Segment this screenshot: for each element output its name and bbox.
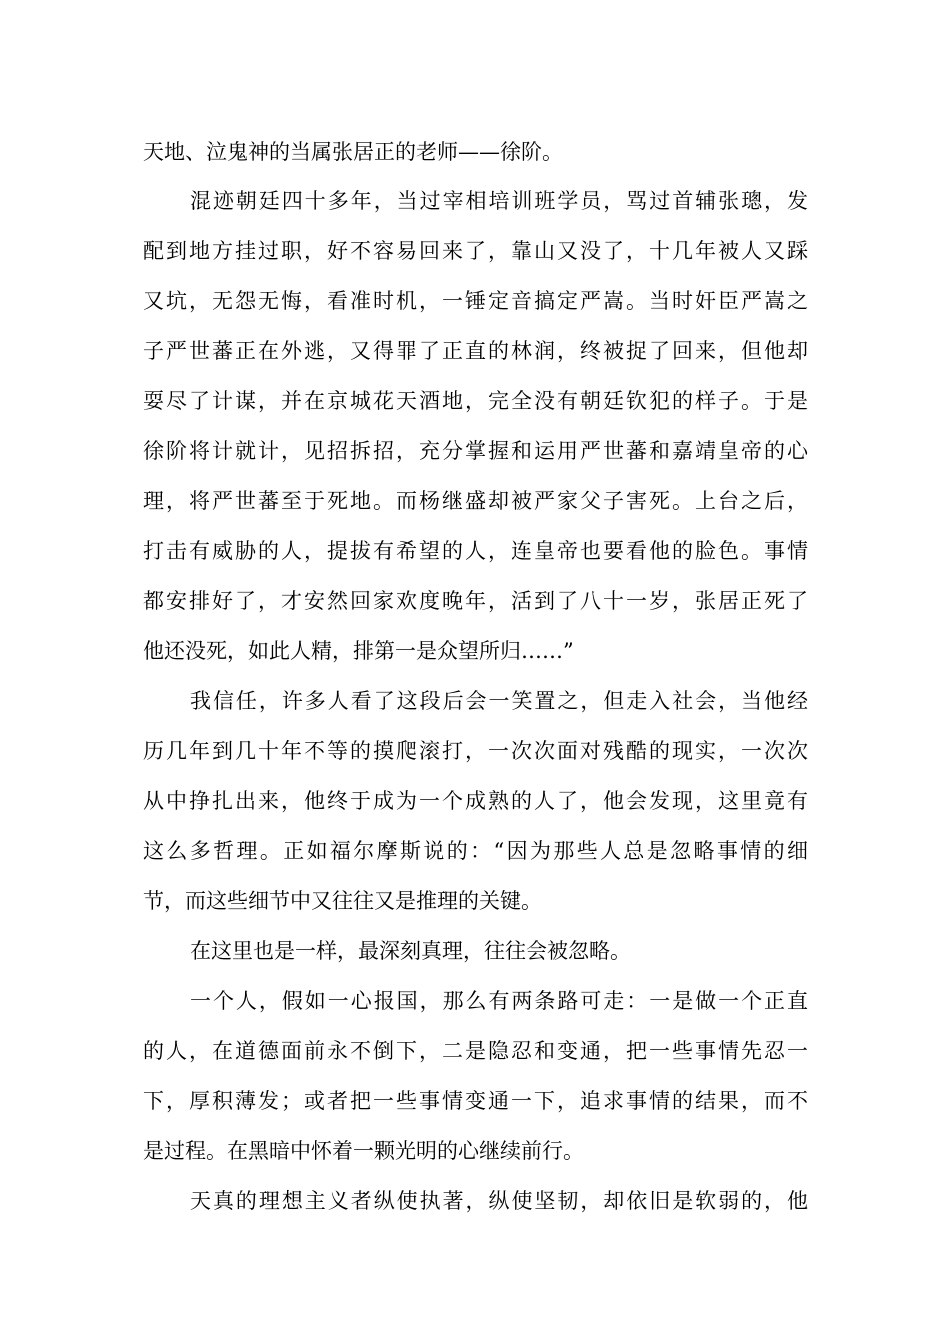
text-line: 配到地方挂过职，好不容易回来了，靠山又没了，十几年被人又踩 — [143, 239, 808, 263]
text-line: 打击有威胁的人，提拔有希望的人，连皇帝也要看他的脸色。事情 — [143, 539, 808, 563]
text-line: 的人，在道德面前永不倒下，二是隐忍和变通，把一些事情先忍一 — [143, 1039, 808, 1063]
text-line: 历几年到几十年不等的摸爬滚打，一次次面对残酷的现实，一次次 — [143, 739, 808, 763]
text-line: 理，将严世蕃至于死地。而杨继盛却被严家父子害死。上台之后， — [143, 489, 808, 513]
text-line: 一个人，假如一心报国，那么有两条路可走：一是做一个正直 — [190, 989, 808, 1013]
text-line: 天地、泣鬼神的当属张居正的老师——徐阶。 — [143, 140, 563, 164]
text-line: 我信任，许多人看了这段后会一笑置之，但走入社会，当他经 — [190, 689, 808, 713]
text-line: 又坑，无怨无悔，看准时机，一锤定音搞定严嵩。当时奸臣严嵩之 — [143, 289, 808, 313]
text-line: 这么多哲理。正如福尔摩斯说的：“因为那些人总是忽略事情的细 — [143, 839, 808, 863]
text-line: 从中挣扎出来，他终于成为一个成熟的人了，他会发现，这里竟有 — [143, 789, 808, 813]
text-line: 天真的理想主义者纵使执著，纵使坚韧，却依旧是软弱的，他 — [190, 1189, 808, 1213]
text-line: 是过程。在黑暗中怀着一颗光明的心继续前行。 — [143, 1139, 584, 1163]
text-line: 节，而这些细节中又往往又是推理的关键。 — [143, 889, 542, 913]
text-line: 徐阶将计就计，见招拆招，充分掌握和运用严世蕃和嘉靖皇帝的心 — [143, 439, 808, 463]
text-line: 子严世蕃正在外逃，又得罪了正直的林润，终被捉了回来，但他却 — [143, 339, 808, 363]
text-line: 在这里也是一样，最深刻真理，往往会被忽略。 — [190, 939, 631, 963]
text-line: 他还没死，如此人精，排第一是众望所归……” — [143, 639, 574, 663]
text-line: 耍尽了计谋，并在京城花天酒地，完全没有朝廷钦犯的样子。于是 — [143, 389, 808, 413]
text-line: 都安排好了，才安然回家欢度晚年，活到了八十一岁，张居正死了 — [143, 589, 808, 613]
text-line: 混迹朝廷四十多年，当过宰相培训班学员，骂过首辅张璁，发 — [190, 189, 808, 213]
text-line: 下，厚积薄发；或者把一些事情变通一下，追求事情的结果，而不 — [143, 1089, 808, 1113]
